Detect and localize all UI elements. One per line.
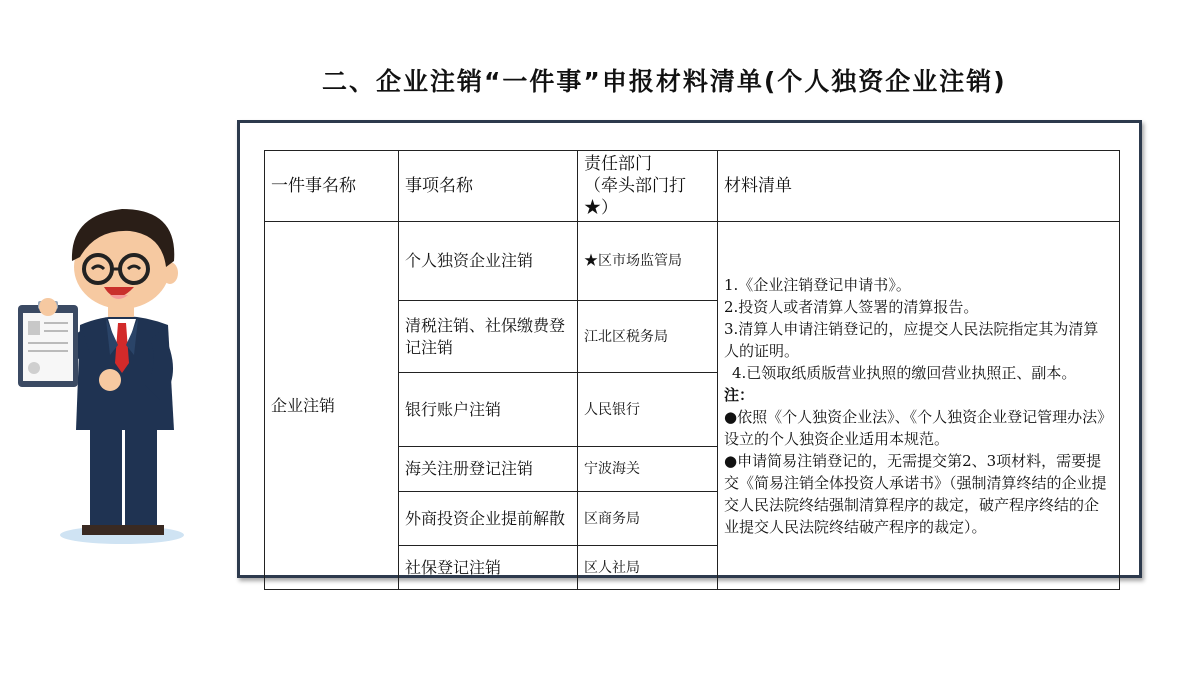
item-name-cell: 海关注册登记注销 <box>399 447 578 492</box>
header-event-name: 一件事名称 <box>265 151 399 222</box>
page-title: 二、企业注销“一件事”申报材料清单(个人独资企业注销) <box>322 67 1007 96</box>
materials-list-cell <box>718 222 1120 590</box>
material-item-1: 1.《企业注销登记申请书》。 <box>724 275 911 294</box>
item-name-cell: 外商投资企业提前解散 <box>399 492 578 546</box>
table-header-row <box>265 151 1120 222</box>
table-row <box>265 222 1120 301</box>
department-cell: 区商务局 <box>578 492 718 546</box>
item-name-cell: 个人独资企业注销 <box>399 222 578 301</box>
note-label: 注： <box>724 385 755 404</box>
businessman-illustration <box>10 195 200 555</box>
department-cell: 区人社局 <box>578 546 718 590</box>
department-cell: ★区市场监管局 <box>578 222 718 301</box>
header-materials: 材料清单 <box>718 151 1120 222</box>
material-item-2: 2.投资人或者清算人签署的清算报告。 <box>724 297 979 316</box>
item-name-cell: 银行账户注销 <box>399 373 578 447</box>
event-name-cell: 企业注销 <box>265 222 399 590</box>
header-department <box>578 151 718 222</box>
department-cell: 江北区税务局 <box>578 301 718 373</box>
header-department-line1: 责任部门 <box>584 154 652 174</box>
note-1: ●依照《个人独资企业法》、《个人独资企业登记管理办法》设立的个人独资企业适用本规范。 <box>724 407 1113 448</box>
header-item-name: 事项名称 <box>399 151 578 222</box>
note-2: ●申请简易注销登记的，无需提交第2、3项材料，需要提交《简易注销全体投资人承诺书》（强制清算终结的企业提交人民法院终结强制清算程序的裁定，破产程序终结的企业提交人民法院终结破产程序的裁定）。 <box>724 451 1107 536</box>
item-name-cell: 清税注销、社保缴费登记注销 <box>399 301 578 373</box>
item-name-cell: 社保登记注销 <box>399 546 578 590</box>
header-department-line2: （牵头部门打★） <box>584 176 686 218</box>
material-item-4: 4.已领取纸质版营业执照的缴回营业执照正、副本。 <box>732 363 1077 382</box>
department-cell: 人民银行 <box>578 373 718 447</box>
materials-frame <box>237 120 1142 578</box>
materials-table <box>264 150 1120 590</box>
material-item-3: 3.清算人申请注销登记的，应提交人民法院指定其为清算人的证明。 <box>724 319 1099 360</box>
department-cell: 宁波海关 <box>578 447 718 492</box>
